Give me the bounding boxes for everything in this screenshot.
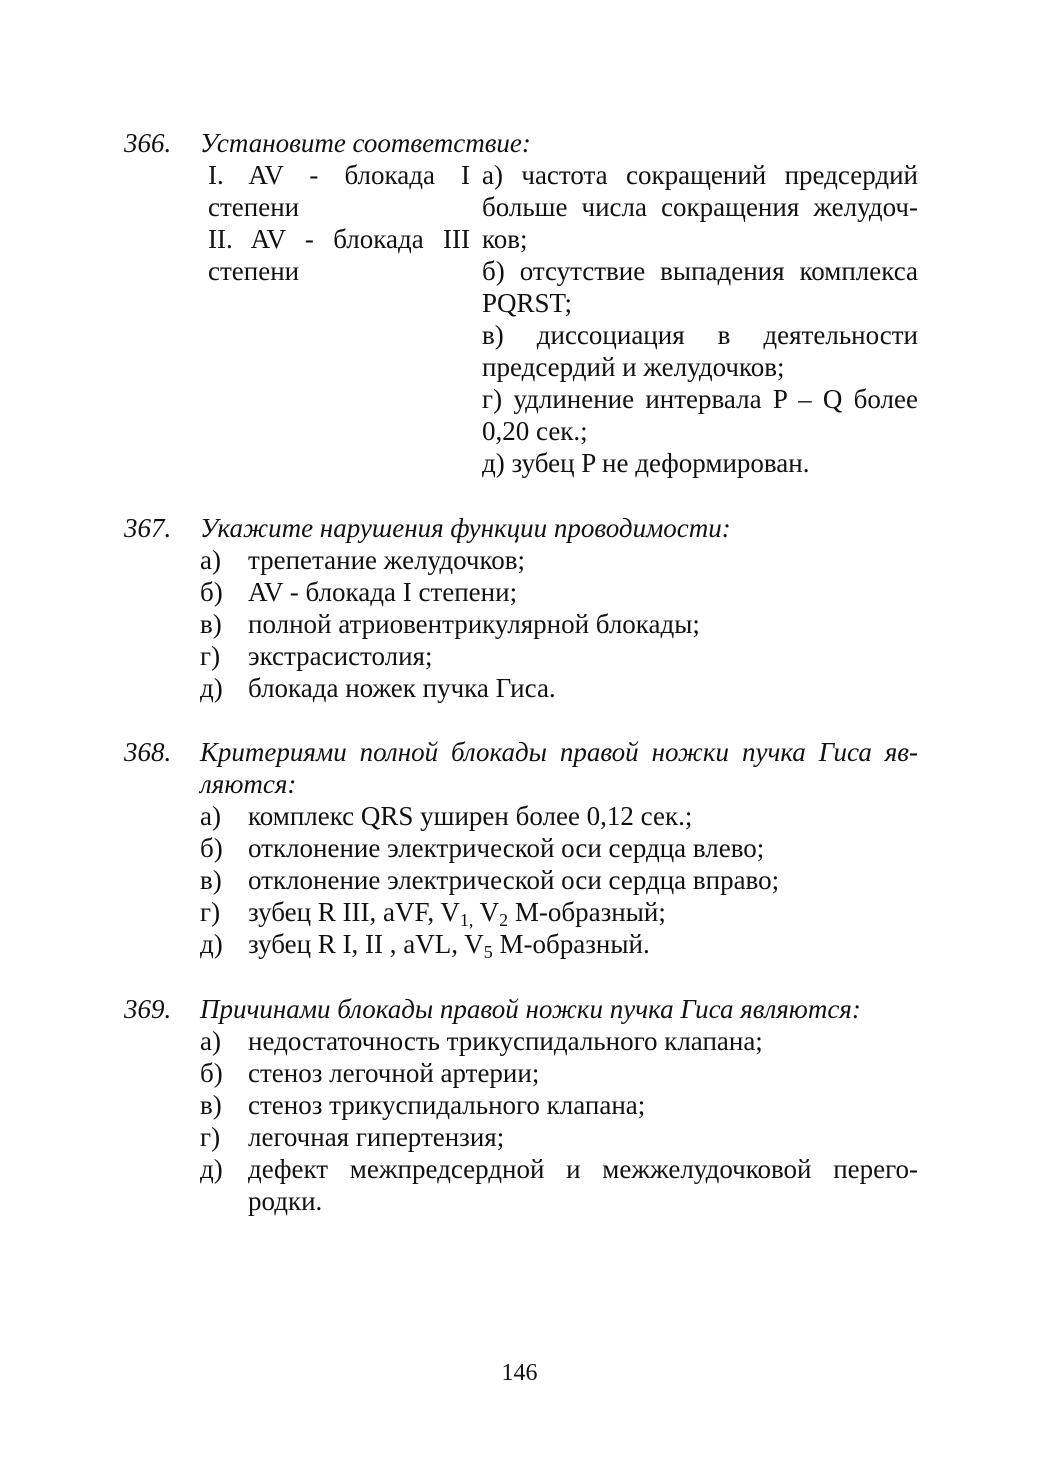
option-letter: г)	[200, 1122, 221, 1152]
answer-option	[200, 1057, 918, 1089]
left-line: II. AV - блокада III	[208, 224, 470, 254]
question-368	[124, 736, 918, 960]
answer-option	[200, 896, 918, 928]
option-text	[248, 928, 918, 960]
question-header	[124, 993, 918, 1025]
answer-option	[200, 672, 918, 704]
answer-options	[200, 1025, 918, 1217]
right-line: д) зубец P не деформирован.	[482, 448, 810, 478]
question-title: Установите соответствие:	[200, 128, 531, 158]
option-letter: г)	[200, 897, 221, 927]
option-text: отклонение электрической оси сердца влево;	[248, 833, 765, 863]
right-line: больше числа сокращения желудоч-	[482, 192, 918, 222]
option-text-line: родки.	[248, 1186, 323, 1216]
option-letter: д)	[200, 929, 223, 959]
answer-option	[200, 1121, 918, 1153]
right-line: ков;	[482, 224, 528, 254]
question-title-line: Критериями полной блокады правой ножки пучка Гиса яв-	[200, 737, 918, 767]
question-366	[124, 127, 918, 479]
question-367	[124, 512, 918, 704]
option-text: легочная гипертензия;	[248, 1122, 505, 1152]
matching-table	[208, 159, 918, 479]
option-text: недостаточность трикуспидального клапана;	[248, 1026, 763, 1056]
option-text: AV - блокада I степени;	[248, 577, 518, 607]
question-header	[124, 127, 918, 159]
option-text: блокада ножек пучка Гиса.	[248, 673, 556, 703]
question-number: 366.	[124, 128, 172, 158]
matching-right-column	[482, 159, 918, 479]
option-letter: б)	[200, 577, 223, 607]
option-letter: б)	[200, 833, 223, 863]
option-letter: а)	[200, 801, 221, 831]
option-letter: г)	[200, 641, 221, 671]
option-text-part: M-образный;	[508, 897, 666, 927]
subscript: 5	[483, 942, 493, 962]
left-line: степени	[208, 256, 300, 286]
right-line: предсердий и желудочков;	[482, 352, 785, 382]
option-letter: в)	[200, 609, 222, 639]
question-number: 368.	[124, 737, 172, 767]
option-text: стеноз трикуспидального клапана;	[248, 1090, 646, 1120]
option-letter: в)	[200, 1090, 222, 1120]
answer-option	[200, 832, 918, 864]
answer-option	[200, 608, 918, 640]
option-letter: б)	[200, 1058, 223, 1088]
option-text	[248, 896, 918, 928]
option-text: комплекс QRS уширен более 0,12 сек.;	[248, 801, 693, 831]
option-text: стеноз легочной артерии;	[248, 1058, 540, 1088]
matching-left-column	[208, 159, 470, 479]
answer-option	[200, 576, 918, 608]
question-number: 367.	[124, 513, 172, 543]
right-line: а) частота сокращений предсердий	[482, 160, 918, 190]
left-line: степени	[208, 192, 300, 222]
option-text: трепетание желудочков;	[248, 545, 525, 575]
answer-option	[200, 1153, 918, 1217]
answer-option	[200, 1089, 918, 1121]
option-letter: д)	[200, 673, 223, 703]
question-header	[124, 736, 918, 800]
option-text	[248, 1153, 918, 1217]
answer-options	[200, 544, 918, 704]
left-line: I. AV - блокада I	[208, 160, 470, 190]
right-line: PQRST;	[482, 288, 573, 318]
option-text: отклонение электрической оси сердца вправо;	[248, 865, 780, 895]
question-title: Причинами блокады правой ножки пучка Гиса являются:	[200, 994, 861, 1024]
right-line: г) удлинение интервала P – Q более	[482, 384, 918, 414]
option-letter: в)	[200, 865, 222, 895]
question-369	[124, 993, 918, 1217]
page-number: 146	[501, 1360, 538, 1386]
question-header	[124, 512, 918, 544]
answer-option	[200, 928, 918, 960]
question-number: 369.	[124, 994, 172, 1024]
subscript: 2	[499, 910, 509, 930]
option-text: экстрасистолия;	[248, 641, 433, 671]
answer-option	[200, 800, 918, 832]
question-title	[200, 736, 918, 800]
question-title: Укажите нарушения функции проводимости:	[200, 513, 731, 543]
option-text-part: зубец R I, II , aVL, V	[248, 929, 484, 959]
option-text-part: V	[473, 897, 500, 927]
subscript: 1,	[459, 910, 474, 930]
option-letter: а)	[200, 545, 221, 575]
answer-option	[200, 864, 918, 896]
option-text-line: дефект межпредсердной и межжелудочковой перего-	[248, 1154, 918, 1184]
right-line: в) диссоциация в деятельности	[482, 320, 918, 350]
question-title-line: ляются:	[200, 769, 297, 799]
right-line: 0,20 сек.;	[482, 416, 588, 446]
option-letter: а)	[200, 1026, 221, 1056]
option-letter: д)	[200, 1154, 223, 1184]
option-text: полной атриовентрикулярной блокады;	[248, 609, 700, 639]
answer-option	[200, 1025, 918, 1057]
option-text-part: зубец R III, aVF, V	[248, 897, 460, 927]
answer-option	[200, 640, 918, 672]
answer-options	[200, 800, 918, 960]
option-text-part: M-образный.	[492, 929, 650, 959]
right-line: б) отсутствие выпадения комплекса	[482, 256, 918, 286]
answer-option	[200, 544, 918, 576]
